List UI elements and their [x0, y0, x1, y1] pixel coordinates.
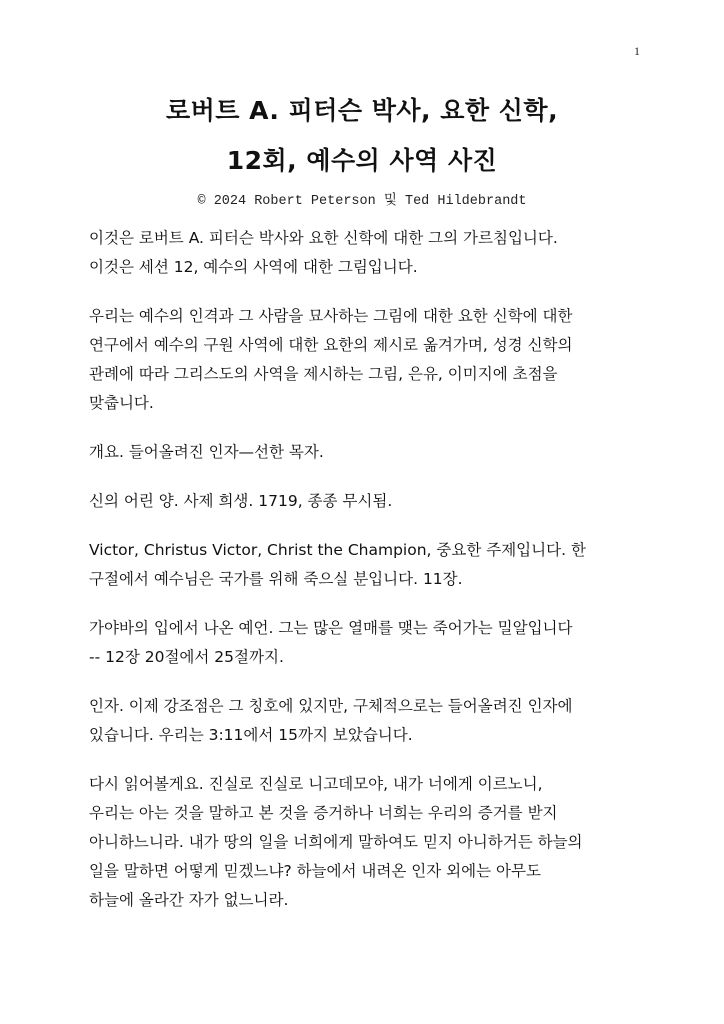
document-title-line-2: 12회, 예수의 사역 사진	[226, 146, 498, 175]
paragraph-line: 아니하느니라. 내가 땅의 일을 너희에게 말하여도 믿지 아니하거든 하늘의	[89, 833, 583, 851]
paragraph-son-of-man	[89, 692, 649, 750]
paragraph-line: 이것은 로버트 A. 피터슨 박사와 요한 신학에 대한 그의 가르침입니다.	[89, 229, 558, 247]
paragraph-line: 인자. 이제 강조점은 그 칭호에 있지만, 구체적으로는 들어올려진 인자에	[89, 697, 573, 715]
paragraph-line: Victor, Christus Victor, Christ the Champion, 중요한 주제입니다. 한	[89, 541, 586, 559]
paragraph-line: 다시 읽어볼게요. 진실로 진실로 니고데모야, 내가 너에게 이르노니,	[89, 775, 543, 793]
paragraph-outline	[89, 438, 649, 467]
paragraph-line: 이것은 세션 12, 예수의 사역에 대한 그림입니다.	[89, 258, 418, 276]
paragraph-prophecy	[89, 614, 649, 672]
paragraph-lamb	[89, 487, 649, 516]
paragraph-victor	[89, 536, 649, 594]
title-block	[60, 86, 664, 212]
paragraph-line: 하늘에 올라간 자가 없느니라.	[89, 891, 289, 909]
paragraph-nicodemus	[89, 770, 649, 915]
page-number: 1	[634, 44, 640, 58]
copyright-notice: © 2024 Robert Peterson 및 Ted Hildebrandt	[197, 194, 527, 209]
paragraph-line: -- 12장 20절에서 25절까지.	[89, 648, 284, 666]
paragraph-overview	[89, 302, 649, 418]
paragraph-line: 연구에서 예수의 구원 사역에 대한 요한의 제시로 옮겨가며, 성경 신학의	[89, 336, 573, 354]
paragraph-line: 일을 말하면 어떻게 믿겠느냐? 하늘에서 내려온 인자 외에는 아무도	[89, 862, 541, 880]
paragraph-line: 신의 어린 양. 사제 희생. 1719, 종종 무시됨.	[89, 492, 393, 510]
paragraph-line: 맞춥니다.	[89, 394, 154, 412]
document-body	[89, 224, 649, 935]
paragraph-line: 있습니다. 우리는 3:11에서 15까지 보았습니다.	[89, 726, 413, 744]
paragraph-line: 가야바의 입에서 나온 예언. 그는 많은 열매를 맺는 죽어가는 밀알입니다	[89, 619, 573, 637]
paragraph-line: 구절에서 예수님은 국가를 위해 죽으실 분입니다. 11장.	[89, 570, 463, 588]
paragraph-line: 우리는 예수의 인격과 그 사람을 묘사하는 그림에 대한 요한 신학에 대한	[89, 307, 573, 325]
document-title-line-1: 로버트 A. 피터슨 박사, 요한 신학,	[165, 96, 559, 125]
paragraph-intro	[89, 224, 649, 282]
paragraph-line: 개요. 들어올려진 인자—선한 목자.	[89, 443, 324, 461]
paragraph-line: 우리는 아는 것을 말하고 본 것을 증거하나 너희는 우리의 증거를 받지	[89, 804, 558, 822]
paragraph-line: 관례에 따라 그리스도의 사역을 제시하는 그림, 은유, 이미지에 초점을	[89, 365, 558, 383]
